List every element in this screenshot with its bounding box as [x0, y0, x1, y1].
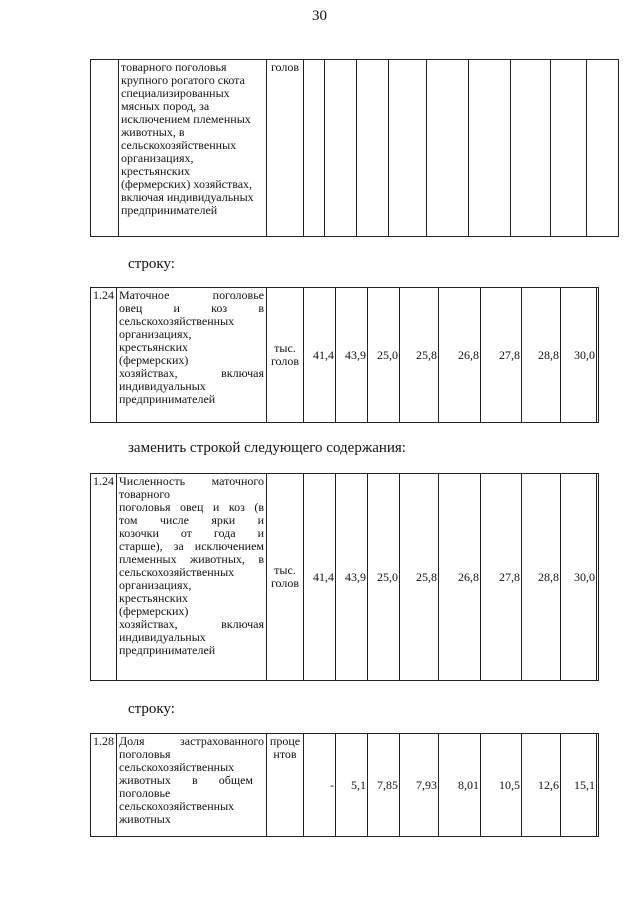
value-cell: 27,8 [481, 288, 522, 423]
row-name [119, 60, 267, 237]
instruction-text: заменить строкой следующего содержания: [128, 440, 406, 456]
table-row [91, 474, 599, 681]
value-cell [357, 60, 389, 237]
value-cell: 10,5 [481, 734, 522, 837]
table-row [91, 734, 599, 837]
name-line: предпринимателей [119, 643, 216, 657]
value-cell [325, 60, 357, 237]
value-cell: 25,0 [368, 474, 400, 681]
name-line: козочки от года и [119, 526, 264, 540]
name-line: включая индивидуальных [121, 190, 254, 204]
name-line: сельскохозяйственных [119, 314, 235, 328]
name-line: овец и коз в [119, 301, 264, 315]
value-cell [469, 60, 511, 237]
name-line: исключением племенных [121, 112, 251, 126]
name-line: поголовья [119, 747, 171, 761]
value-cell: 28,8 [522, 474, 561, 681]
value-cell: 25,0 [368, 288, 400, 423]
name-line: животных [119, 812, 171, 826]
value-cell: 30,0 [561, 288, 597, 423]
value-cell [597, 474, 599, 681]
name-line: (фермерских) [119, 604, 189, 618]
table-row-1-24-new [90, 473, 599, 681]
name-line: организациях, [119, 327, 192, 341]
unit-line: голов [270, 354, 300, 368]
value-cell [304, 60, 325, 237]
name-line: предпринимателей [121, 203, 218, 217]
name-line: товарного [119, 487, 170, 501]
name-line: сельскохозяйственных [121, 138, 237, 152]
unit-line: проце [269, 734, 301, 748]
value-cell: 7,93 [400, 734, 439, 837]
row-unit [267, 288, 304, 423]
name-line: индивидуальных [119, 630, 206, 644]
name-line: крестьянских [121, 164, 191, 178]
value-cell [389, 60, 427, 237]
value-cell: 41,4 [304, 474, 336, 681]
name-line: мясных пород, за [121, 99, 210, 113]
name-line: (фермерских) [119, 353, 189, 367]
name-line: крупного рогатого скота [121, 73, 245, 87]
value-cell [587, 60, 619, 237]
value-cell [597, 734, 599, 837]
name-line: организациях, [119, 578, 192, 592]
value-cell: 26,8 [439, 474, 481, 681]
value-cell: 25,8 [400, 288, 439, 423]
unit-line: тыс. [274, 341, 296, 355]
value-cell: 15,1 [561, 734, 597, 837]
row-name [117, 288, 267, 423]
name-line: (фермерских) хозяйствах, [121, 177, 253, 191]
value-cell: 12,6 [522, 734, 561, 837]
name-line: сельскохозяйственных [119, 565, 235, 579]
value-cell [511, 60, 551, 237]
name-line: племенных животных, в [119, 552, 264, 566]
value-cell: 7,85 [368, 734, 400, 837]
value-cell: 30,0 [561, 474, 597, 681]
name-line: сельскохозяйственных [119, 760, 235, 774]
name-line: хозяйствах, включая [119, 366, 264, 380]
value-cell: 27,8 [481, 474, 522, 681]
name-line: сельскохозяйственных [119, 799, 235, 813]
name-line: организациях, [121, 151, 194, 165]
name-line: поголовье [119, 786, 171, 800]
value-cell: 43,9 [336, 474, 368, 681]
value-cell: 28,8 [522, 288, 561, 423]
row-index [91, 60, 119, 237]
name-line: специализированных [121, 86, 230, 100]
row-index: 1.24 [91, 474, 117, 681]
table-row-1-28 [90, 733, 599, 837]
name-line: товарного поголовья [121, 60, 227, 74]
value-cell: 5,1 [336, 734, 368, 837]
page-number: 30 [312, 8, 327, 24]
value-cell: 8,01 [439, 734, 481, 837]
name-line: индивидуальных [119, 379, 206, 393]
name-line: том числе ярки и [119, 513, 264, 527]
name-line: хозяйствах, включая [119, 617, 264, 631]
value-cell [551, 60, 587, 237]
unit-line: тыс. [274, 563, 296, 577]
row-index: 1.24 [91, 288, 117, 423]
row-unit [267, 474, 304, 681]
value-cell: 41,4 [304, 288, 336, 423]
table-row-1-24-old [90, 287, 599, 423]
instruction-text: строку: [128, 701, 175, 717]
value-cell [427, 60, 469, 237]
name-line: животных в общем [119, 773, 253, 787]
name-line: крестьянских [119, 591, 189, 605]
unit-line: нтов [273, 747, 297, 761]
name-line: крестьянских [119, 340, 189, 354]
name-line: животных, в [121, 125, 185, 139]
value-cell [597, 288, 599, 423]
instruction-text: строку: [128, 256, 175, 272]
name-line: старше), за исключением [119, 539, 264, 553]
table-row [91, 60, 619, 237]
row-name [117, 474, 267, 681]
name-line: предпринимателей [119, 392, 216, 406]
unit-line: голов [270, 576, 300, 590]
row-unit [267, 734, 304, 837]
value-cell: 25,8 [400, 474, 439, 681]
name-line: поголовья овец и коз (в [119, 500, 264, 514]
table-continuation-row [90, 59, 619, 237]
row-name [117, 734, 267, 837]
name-line: Доля застрахованного [119, 734, 264, 748]
row-unit: голов [267, 60, 304, 237]
name-line: Маточное поголовье [119, 288, 264, 302]
value-cell: - [304, 734, 336, 837]
table-row [91, 288, 599, 423]
value-cell: 43,9 [336, 288, 368, 423]
value-cell: 26,8 [439, 288, 481, 423]
row-index: 1.28 [91, 734, 117, 837]
name-line: Численность маточного [119, 474, 264, 488]
